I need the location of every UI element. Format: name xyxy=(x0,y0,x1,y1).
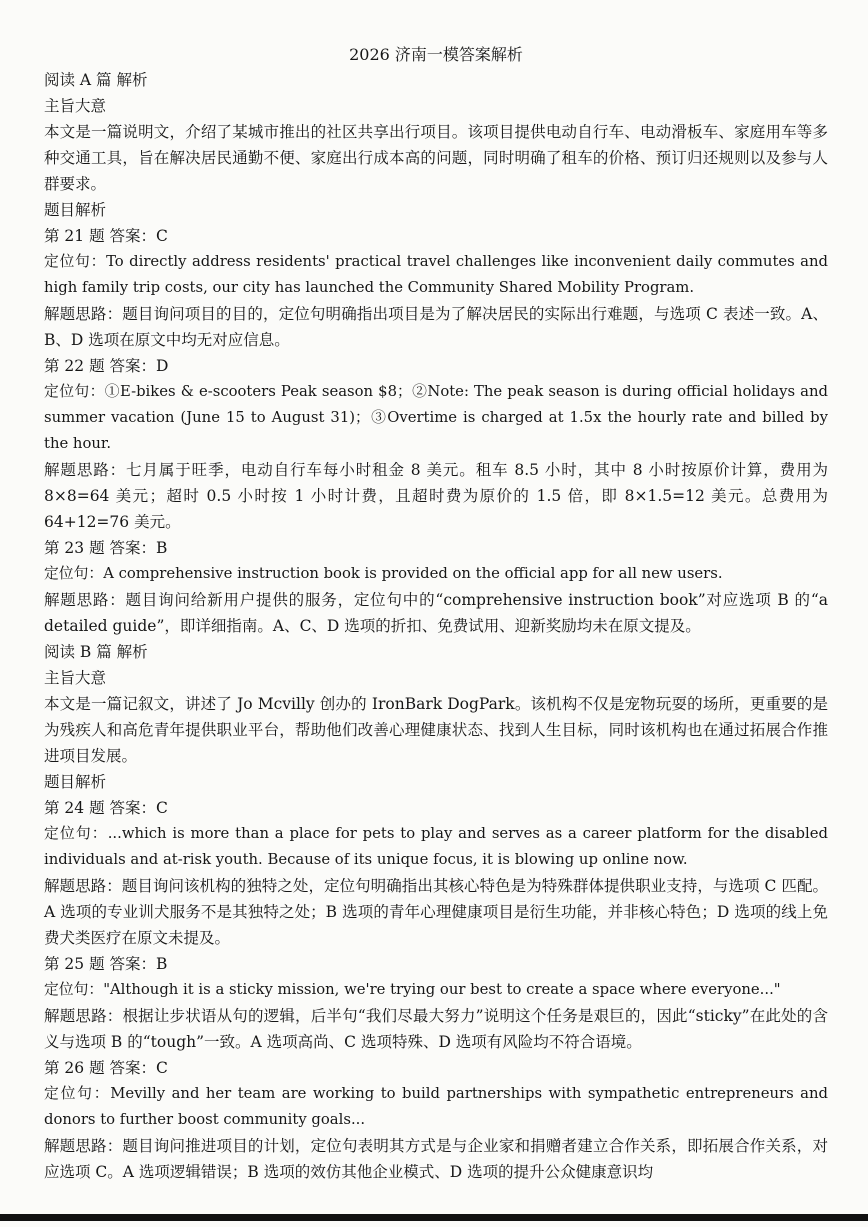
subheading-analysis: 题目解析 xyxy=(44,201,107,219)
subheading-main-idea: 主旨大意 xyxy=(44,97,107,115)
question-26: 第 26 题 答案：C xyxy=(44,1059,168,1077)
reasoning-21: 解题思路：题目询问项目的目的，定位句明确指出项目是为了解决居民的实际出行难题，与选项 C 表述一致。A、B、D 选项在原文中均无对应信息。 xyxy=(44,305,828,349)
main-idea-a: 本文是一篇说明文，介绍了某城市推出的社区共享出行项目。该项目提供电动自行车、电动滑板车、家庭用车等多种交通工具，旨在解决居民通勤不便、家庭出行成本高的问题，同时明确了租车的价格、预订归还规则以及参与人群要求。 xyxy=(44,123,828,193)
section-heading-a: 阅读 A 篇 解析 xyxy=(44,71,148,89)
question-22: 第 22 题 答案：D xyxy=(44,357,169,375)
locator-23: 定位句：A comprehensive instruction book is provided on the official app for all new users. xyxy=(44,565,723,582)
reasoning-24: 解题思路：题目询问该机构的独特之处，定位句明确指出其核心特色是为特殊群体提供职业支持，与选项 C 匹配。A 选项的专业训犬服务不是其独特之处；B 选项的青年心理健康项目是衍生功能，并非核心特色；D 选项的线上免费犬类医疗在原文未提及。 xyxy=(44,877,828,947)
locator-25: 定位句："Although it is a sticky mission, we're trying our best to create a space where everyone..." xyxy=(44,981,781,998)
subheading-analysis-b: 题目解析 xyxy=(44,773,107,791)
subheading-main-idea-b: 主旨大意 xyxy=(44,669,107,687)
document-title: 2026 济南一模答案解析 xyxy=(349,45,523,64)
main-idea-b: 本文是一篇记叙文，讲述了 Jo Mcvilly 创办的 IronBark DogPark。该机构不仅是宠物玩耍的场所，更重要的是为残疾人和高危青年提供职业平台，帮助他们改善心理健康状态、找到人生目标，同时该机构也在通过拓展合作推进项目发展。 xyxy=(44,695,828,765)
question-24: 第 24 题 答案：C xyxy=(44,799,168,817)
locator-22: 定位句：①E-bikes & e-scooters Peak season $8；②Note: The peak season is during official holidays and summer vacation (June 15 to August 31)；③Overtime is charged at 1.5x the hourly rate and billed by the hour. xyxy=(44,383,828,452)
question-25: 第 25 题 答案：B xyxy=(44,955,168,973)
section-heading-b: 阅读 B 篇 解析 xyxy=(44,643,148,661)
bottom-rule xyxy=(0,1214,868,1221)
question-21: 第 21 题 答案：C xyxy=(44,227,168,245)
document-body xyxy=(44,67,828,1185)
locator-21: 定位句：To directly address residents' practical travel challenges like inconvenient daily commutes and high family trip costs, our city has launched the Community Shared Mobility Program. xyxy=(44,253,828,296)
reasoning-26: 解题思路：题目询问推进项目的计划，定位句表明其方式是与企业家和捐赠者建立合作关系，即拓展合作关系，对应选项 C。A 选项逻辑错误；B 选项的效仿其他企业模式、D 选项的提升公众健康意识均 xyxy=(44,1137,828,1181)
locator-24: 定位句：...which is more than a place for pets to play and serves as a career platform for the disabled individuals and at-risk youth. Because of its unique focus, it is blowing up online now. xyxy=(44,825,828,868)
locator-26: 定位句：Mevilly and her team are working to build partnerships with sympathetic entrepreneurs and donors to further boost community goals... xyxy=(44,1085,828,1128)
question-23: 第 23 题 答案：B xyxy=(44,539,168,557)
reasoning-25: 解题思路：根据让步状语从句的逻辑，后半句“我们尽最大努力”说明这个任务是艰巨的，因此“sticky”在此处的含义与选项 B 的“tough”一致。A 选项高尚、C 选项特殊、D 选项有风险均不符合语境。 xyxy=(44,1007,828,1051)
reasoning-22: 解题思路：七月属于旺季，电动自行车每小时租金 8 美元。租车 8.5 小时，其中 8 小时按原价计算，费用为 8×8=64 美元；超时 0.5 小时按 1 小时计费，且超时费为原价的 1.5 倍，即 8×1.5=12 美元。总费用为 64+12=76 美元。 xyxy=(44,461,828,531)
reasoning-23: 解题思路：题目询问给新用户提供的服务，定位句中的“comprehensive instruction book”对应选项 B 的“a detailed guide”，即详细指南。A、C、D 选项的折扣、免费试用、迎新奖励均未在原文提及。 xyxy=(44,591,828,635)
